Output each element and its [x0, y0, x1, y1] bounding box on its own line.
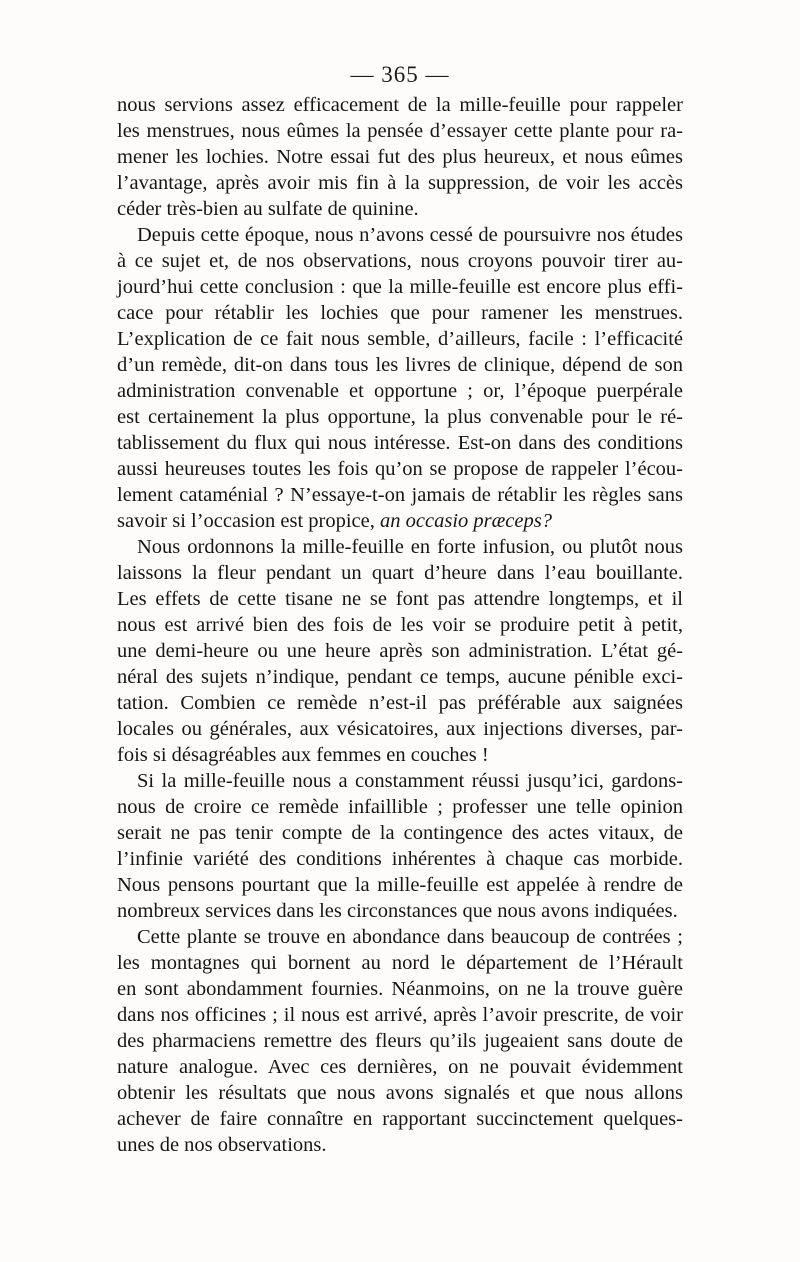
- text-line: les menstrues, nous eûmes la pensée d’essayer cette plante pour ra-: [117, 120, 683, 142]
- text-line: une demi-heure ou une heure après son administration. L’état gé-: [117, 640, 683, 662]
- text-line: céder très-bien au sulfate de quinine.: [117, 198, 419, 220]
- text-line: l’infinie variété des conditions inhérentes à chaque cas morbide.: [117, 848, 683, 870]
- text-line: à ce sujet et, de nos observations, nous croyons pouvoir tirer au-: [117, 250, 683, 272]
- paragraph: [117, 924, 683, 1158]
- text-line: L’explication de ce fait nous semble, d’ailleurs, facile : l’efficacité: [117, 328, 683, 350]
- text-line: savoir si l’occasion est propice, an occasio præceps?: [117, 510, 552, 532]
- text-line: Nous ordonnons la mille-feuille en forte infusion, ou plutôt nous: [137, 536, 683, 558]
- text-line: obtenir les résultats que nous avons signalés et que nous allons: [117, 1082, 683, 1104]
- text-line: Si la mille-feuille nous a constamment réussi jusqu’ici, gardons-: [137, 770, 683, 792]
- text-line: nature analogue. Avec ces dernières, on ne pouvait évidemment: [117, 1056, 683, 1078]
- text-line: achever de faire connaître en rapportant succinctement quelques-: [117, 1108, 683, 1130]
- text-line: aussi heureuses toutes les fois qu’on se propose de rappeler l’écou-: [117, 458, 683, 480]
- text-line: tation. Combien ce remède n’est-il pas préférable aux saignées: [117, 692, 683, 714]
- text-line: Cette plante se trouve en abondance dans beaucoup de contrées ;: [137, 926, 683, 948]
- text-line: cace pour rétablir les lochies que pour ramener les menstrues.: [117, 302, 683, 324]
- text-line: nombreux services dans les circonstances que nous avons indiquées.: [117, 900, 678, 922]
- text-line: jourd’hui cette conclusion : que la mille-feuille est encore plus effi-: [117, 276, 683, 298]
- text-line: les montagnes qui bornent au nord le département de l’Hérault: [117, 952, 683, 974]
- text-line: des pharmaciens remettre des fleurs qu’ils jugeaient sans doute de: [117, 1030, 683, 1052]
- text-line: mener les lochies. Notre essai fut des plus heureux, et nous eûmes: [117, 146, 683, 168]
- text-line: serait ne pas tenir compte de la contingence des actes vitaux, de: [117, 822, 683, 844]
- text-line: Nous pensons pourtant que la mille-feuille est appelée à rendre de: [117, 874, 683, 896]
- text-line: néral des sujets n’indique, pendant ce temps, aucune pénible exci-: [117, 666, 683, 688]
- page-number: — 365 —: [350, 62, 450, 87]
- text-line: Depuis cette époque, nous n’avons cessé de poursuivre nos études: [137, 224, 683, 246]
- text-line: fois si désagréables aux femmes en couches !: [117, 744, 489, 766]
- paragraph: [117, 222, 683, 534]
- text-line: Les effets de cette tisane ne se font pas attendre longtemps, et il: [117, 588, 683, 610]
- text-line: nous de croire ce remède infaillible ; professer une telle opinion: [117, 796, 683, 818]
- text-line: est certainement la plus opportune, la plus convenable pour le ré-: [117, 406, 683, 428]
- paragraph: [117, 768, 683, 924]
- text-line: l’avantage, après avoir mis fin à la suppression, de voir les accès: [117, 172, 683, 194]
- text-line: laissons la fleur pendant un quart d’heure dans l’eau bouillante.: [117, 562, 683, 584]
- text-line: nous servions assez efficacement de la mille-feuille pour rappeler: [117, 94, 683, 116]
- text-line: nous est arrivé bien des fois de les voir se produire petit à petit,: [117, 614, 683, 636]
- text-line: en sont abondamment fournies. Néanmoins, on ne la trouve guère: [117, 978, 683, 1000]
- text-line: administration convenable et opportune ; or, l’époque puerpérale: [117, 380, 683, 402]
- text-line: d’un remède, dit-on dans tous les livres de clinique, dépend de son: [117, 354, 683, 376]
- text-line: locales ou générales, aux vésicatoires, aux injections diverses, par-: [117, 718, 683, 740]
- text-line: dans nos officines ; il nous est arrivé, après l’avoir prescrite, de voir: [117, 1004, 683, 1026]
- paragraph: [117, 534, 683, 768]
- text-line: unes de nos observations.: [117, 1134, 327, 1156]
- text-line: tablissement du flux qui nous intéresse. Est-on dans des conditions: [117, 432, 683, 454]
- text-line: lement cataménial ? N’essaye-t-on jamais de rétablir les règles sans: [117, 484, 683, 506]
- body-text: [117, 92, 683, 1158]
- paragraph: [117, 92, 683, 222]
- italic-latin-phrase: an occasio præceps?: [380, 510, 552, 532]
